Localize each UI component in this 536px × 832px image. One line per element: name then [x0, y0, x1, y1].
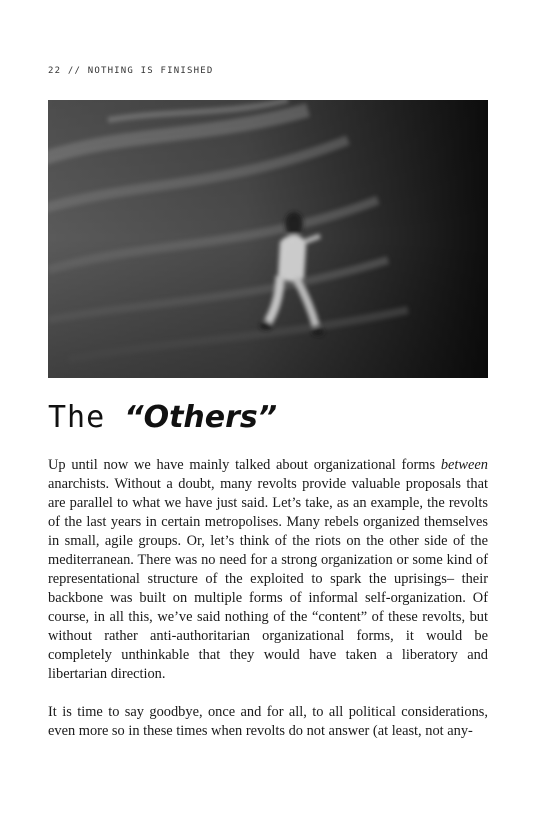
paragraph-emphasis: between	[440, 457, 488, 473]
paragraph-text: Up until now we have mainly talked about organizational forms	[48, 457, 441, 473]
photograph-running-figure	[48, 100, 488, 378]
heading-plain-part: The	[48, 400, 125, 435]
running-header: 22 // NOTHING IS FINISHED	[48, 66, 214, 76]
photo-image	[48, 100, 488, 378]
heading-emphasis-part: “Others”	[124, 400, 278, 435]
body-paragraph-2: It is time to say goodbye, once and for all, to all political considerations, even more so in these times when revolts do not answer (at least, not any-	[48, 704, 488, 739]
paragraph-text: anarchists. Without a doubt, many revolts provide valuable proposals that are parallel to what we have just said. Let’s take, as an example, the revolts of the last years in certain metropolises. Many rebels organized themselves in small, agile groups. Or, let’s think of the riots on the other side of the mediterranean. There was no need for a strong organization or some kind of representational structure of the exploited to spark the uprisings– their backbone was built on multiple forms of informal self-organization. Of course, in all this, we’ve said nothing of the “content” of these revolts, but without rather anti-authoritarian organizational forms, it would be completely unthinkable that they would have taken a liberatory and libertarian direction.	[48, 476, 488, 682]
body-paragraph-1	[48, 456, 488, 684]
section-heading	[48, 400, 277, 436]
